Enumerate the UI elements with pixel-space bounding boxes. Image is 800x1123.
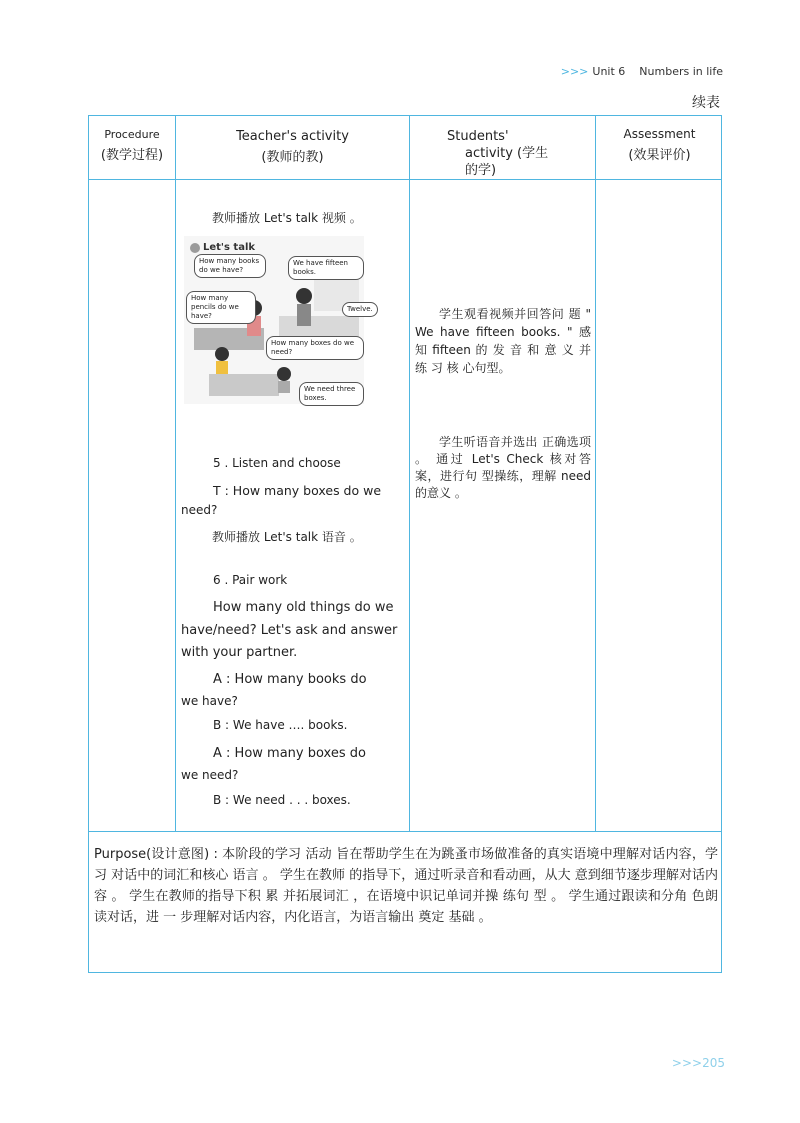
- speech-bubble: How many pencils do we have?: [186, 291, 256, 324]
- step6-title: 6 . Pair work: [213, 573, 288, 587]
- students-header-line3: 的学): [465, 163, 497, 178]
- column-divider: [409, 116, 410, 831]
- students-para1: 学生观看视频并回答问 题 " We have fifteen books. " 感 知 fifteen 的 发 音 和 意 义 并 练 习 核 心句型。: [415, 307, 591, 375]
- header-unit: Unit 6: [592, 65, 626, 78]
- assessment-header-zh: (效果评价): [628, 148, 691, 163]
- students-header-line1: Students': [447, 129, 509, 144]
- lets-talk-illustration: [184, 236, 373, 404]
- procedure-header: [89, 124, 175, 166]
- step6-line1: How many old things do we: [213, 600, 394, 615]
- header-row-divider: [89, 179, 721, 180]
- speech-bubble: Twelve.: [342, 302, 378, 317]
- students-header: [429, 128, 569, 179]
- column-divider: [175, 116, 176, 831]
- teacher-header-en: Teacher's activity: [236, 129, 349, 144]
- page-number: >>>205: [671, 1056, 725, 1070]
- lets-talk-title: Let's talk: [190, 242, 255, 253]
- students-para2: 学生听语音并选出 正确选项 。 通过 Let's Check 核对答案，进行句 型操练，理解 need 的意义 。: [415, 435, 591, 500]
- assessment-header: [596, 124, 723, 166]
- header-title: Numbers in life: [639, 65, 723, 78]
- procedure-header-zh: (教学过程): [100, 148, 164, 163]
- dialog-a1-line1: A : How many books do: [213, 672, 367, 687]
- students-header-line2: activity (学生: [465, 146, 549, 161]
- speech-bubble: How many boxes do we need?: [266, 336, 364, 360]
- continued-label: 续表: [692, 95, 720, 111]
- dialog-a1-line2: we have?: [181, 694, 238, 708]
- header-arrows: >>>: [560, 65, 589, 78]
- step5-question-line2: need?: [181, 503, 218, 517]
- speech-bubble: We need three boxes.: [299, 382, 364, 406]
- speech-bubble: We have fifteen books.: [288, 256, 364, 280]
- teacher-header: [176, 126, 409, 168]
- step5-question-line1: T : How many boxes do we: [213, 483, 382, 498]
- assessment-header-en: Assessment: [623, 127, 696, 141]
- running-header: [561, 65, 723, 78]
- purpose-text: Purpose(设计意图) : 本阶段的学习 活动 旨在帮助学生在为跳蚤市场做准备的真实语境中理解对话内容，学习 对话中的词汇和核心 语言 。 学生在教师 的指导下，通过听录音和看动画，从大 意到细节逐步理解对话内容 。 学生在教师的指导下积 累 并拓展词汇 ，在语境中识记单词并操 练句 型 。 学生通过跟读和分角 色朗读对话，进 一 步理解对话内容，内化语言，为语言输出 奠定 基础 。: [94, 847, 718, 925]
- dialog-b1: B : We have …. books.: [213, 718, 348, 732]
- procedure-header-en: Procedure: [104, 128, 160, 141]
- play-audio-text: 教师播放 Let's talk 语音 。: [212, 530, 362, 544]
- purpose-row-divider: [89, 831, 721, 832]
- dialog-a2-line1: A : How many boxes do: [213, 746, 366, 761]
- column-divider: [595, 116, 596, 831]
- step6-line3: with your partner.: [181, 645, 298, 660]
- play-video-text: 教师播放 Let's talk 视频 。: [212, 211, 362, 225]
- speech-bubble: How many books do we have?: [194, 254, 266, 278]
- step5-title: 5 . Listen and choose: [213, 456, 341, 470]
- dialog-a2-line2: we need?: [181, 768, 239, 782]
- lesson-table: [88, 115, 722, 973]
- dialog-b2: B : We need . . . boxes.: [213, 793, 351, 807]
- teacher-header-zh: (教师的教): [261, 150, 324, 165]
- step6-line2: have/need? Let's ask and answer: [181, 623, 398, 638]
